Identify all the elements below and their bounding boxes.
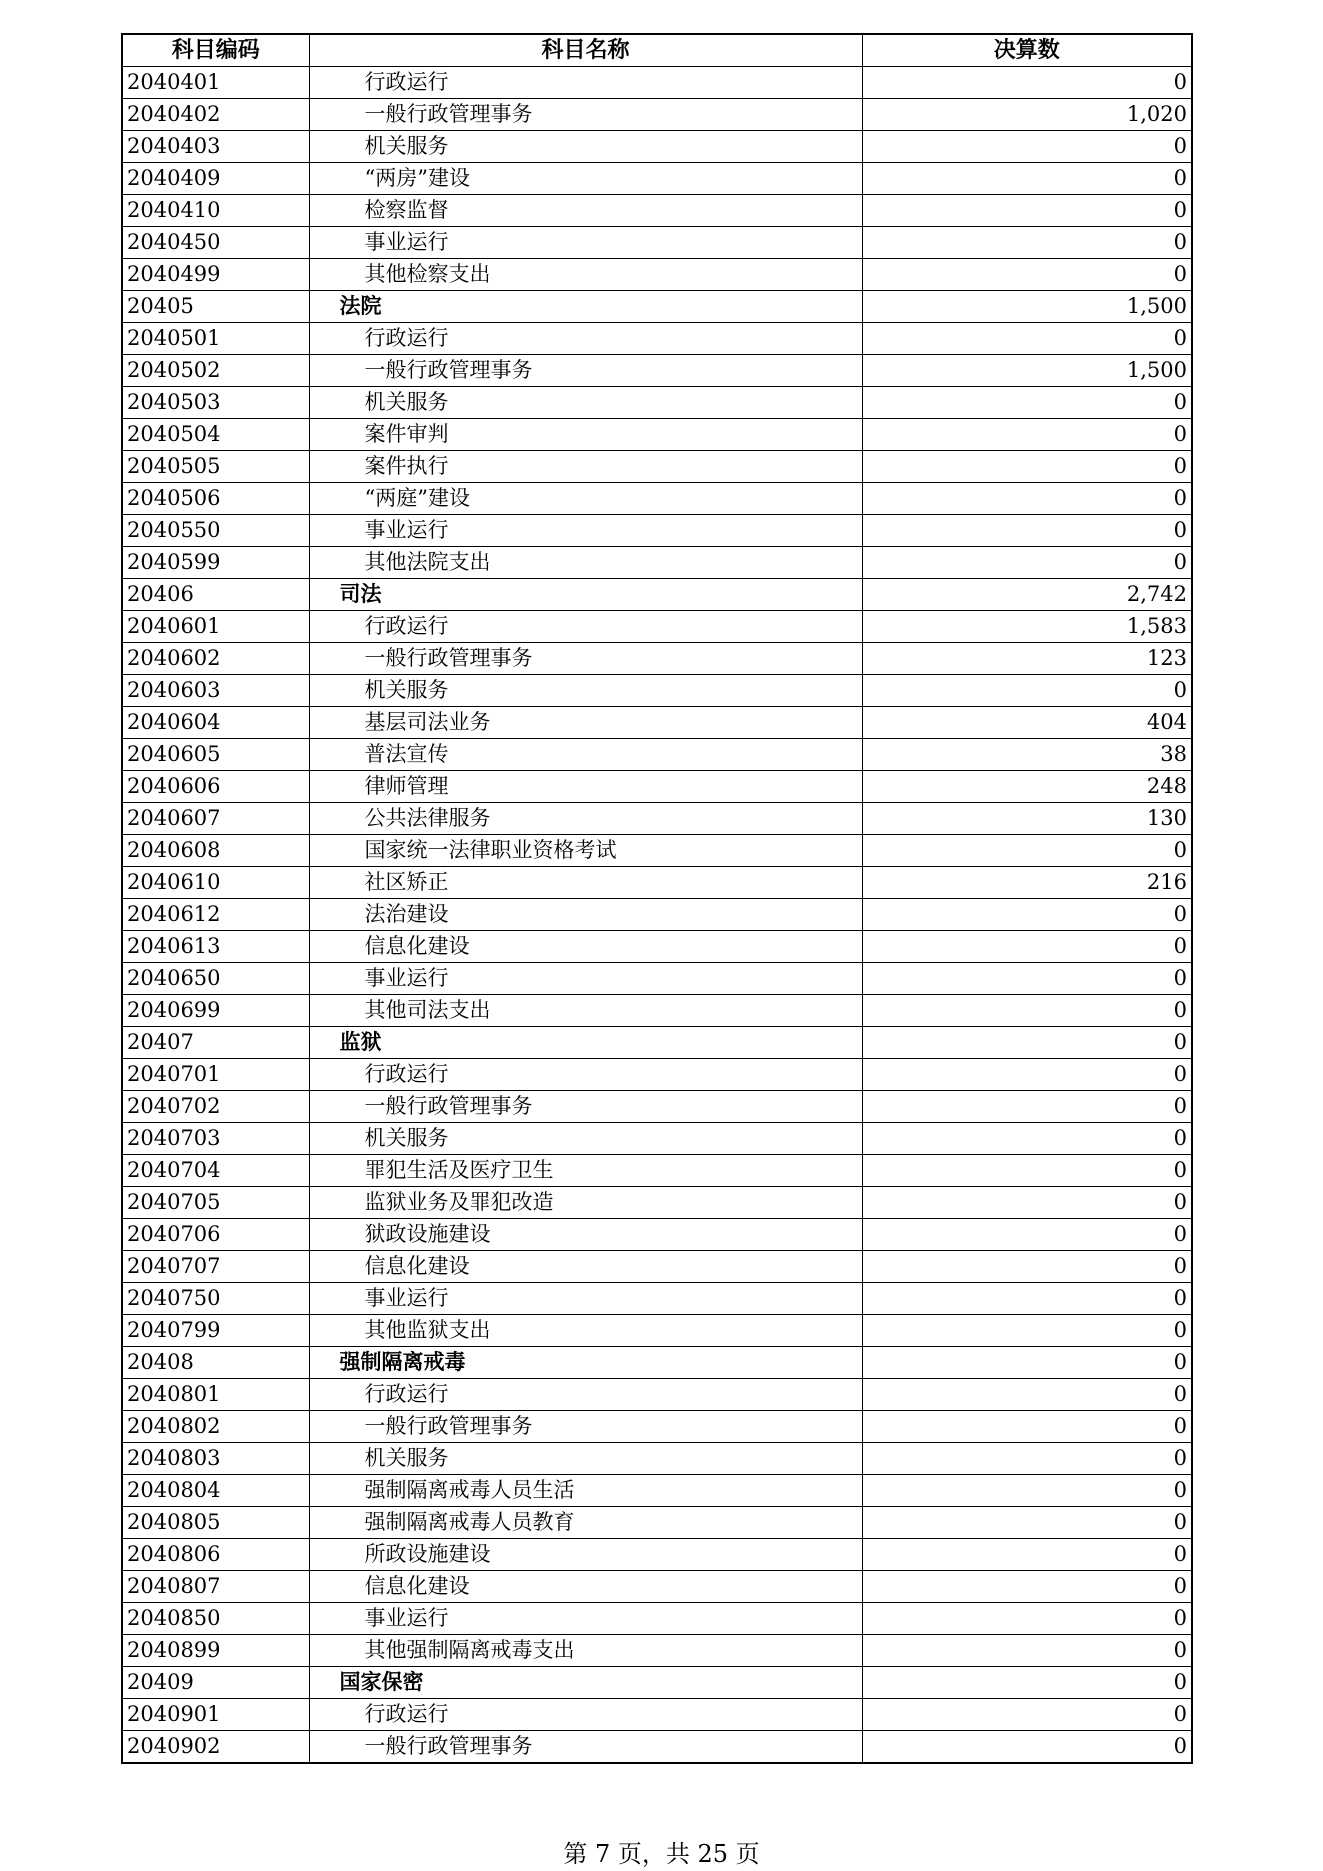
table-row — [122, 803, 1192, 835]
row-code: 2040801 — [122, 1379, 309, 1411]
table-row — [122, 931, 1192, 963]
row-name: 行政运行 — [309, 1699, 862, 1731]
row-name: 国家统一法律职业资格考试 — [309, 835, 862, 867]
row-code: 2040601 — [122, 611, 309, 643]
header-amount: 决算数 — [862, 34, 1192, 67]
row-code: 2040803 — [122, 1443, 309, 1475]
row-name: 其他司法支出 — [309, 995, 862, 1027]
row-code: 2040402 — [122, 99, 309, 131]
table-row — [122, 163, 1192, 195]
row-amount: 1,500 — [862, 291, 1192, 323]
row-code: 2040699 — [122, 995, 309, 1027]
row-code: 2040901 — [122, 1699, 309, 1731]
row-code: 2040707 — [122, 1251, 309, 1283]
row-amount: 248 — [862, 771, 1192, 803]
row-code: 2040608 — [122, 835, 309, 867]
table-row — [122, 1475, 1192, 1507]
row-code: 2040702 — [122, 1091, 309, 1123]
row-amount: 1,500 — [862, 355, 1192, 387]
row-code: 2040504 — [122, 419, 309, 451]
table-row — [122, 995, 1192, 1027]
table-row — [122, 1091, 1192, 1123]
row-name: 行政运行 — [309, 67, 862, 99]
row-amount: 0 — [862, 1315, 1192, 1347]
row-code: 2040899 — [122, 1635, 309, 1667]
budget-table — [121, 33, 1193, 1764]
table-row — [122, 1411, 1192, 1443]
row-amount: 2,742 — [862, 579, 1192, 611]
row-code: 2040550 — [122, 515, 309, 547]
row-amount: 1,020 — [862, 99, 1192, 131]
row-code: 2040501 — [122, 323, 309, 355]
row-amount: 0 — [862, 1731, 1192, 1764]
table-row — [122, 1443, 1192, 1475]
table-row — [122, 1219, 1192, 1251]
row-name: 公共法律服务 — [309, 803, 862, 835]
row-code: 20405 — [122, 291, 309, 323]
row-name: 机关服务 — [309, 387, 862, 419]
row-name: 机关服务 — [309, 1123, 862, 1155]
row-name: 其他强制隔离戒毒支出 — [309, 1635, 862, 1667]
table-row — [122, 1571, 1192, 1603]
table-row — [122, 195, 1192, 227]
row-amount: 0 — [862, 1251, 1192, 1283]
row-code: 2040802 — [122, 1411, 309, 1443]
row-name: 事业运行 — [309, 1283, 862, 1315]
row-name: 监狱业务及罪犯改造 — [309, 1187, 862, 1219]
table-row — [122, 1059, 1192, 1091]
table-row — [122, 1539, 1192, 1571]
row-code: 2040807 — [122, 1571, 309, 1603]
table-row — [122, 291, 1192, 323]
row-name: 案件执行 — [309, 451, 862, 483]
row-name: 一般行政管理事务 — [309, 1731, 862, 1764]
row-code: 20406 — [122, 579, 309, 611]
row-code: 2040799 — [122, 1315, 309, 1347]
row-name: 国家保密 — [309, 1667, 862, 1699]
table-row — [122, 835, 1192, 867]
row-amount: 0 — [862, 1347, 1192, 1379]
table-row — [122, 1347, 1192, 1379]
row-code: 2040401 — [122, 67, 309, 99]
row-code: 2040850 — [122, 1603, 309, 1635]
table-row — [122, 1731, 1192, 1764]
row-code: 2040599 — [122, 547, 309, 579]
table-row — [122, 1507, 1192, 1539]
row-code: 2040603 — [122, 675, 309, 707]
row-amount: 0 — [862, 515, 1192, 547]
row-name: 强制隔离戒毒人员教育 — [309, 1507, 862, 1539]
row-code: 2040902 — [122, 1731, 309, 1764]
row-name: 司法 — [309, 579, 862, 611]
row-code: 2040650 — [122, 963, 309, 995]
row-amount: 404 — [862, 707, 1192, 739]
page-footer: 第 7 页，共 25 页 — [563, 1840, 760, 1868]
row-amount: 0 — [862, 1443, 1192, 1475]
row-amount: 0 — [862, 1091, 1192, 1123]
header-name: 科目名称 — [309, 34, 862, 67]
row-amount: 0 — [862, 1155, 1192, 1187]
row-code: 2040505 — [122, 451, 309, 483]
table-row — [122, 99, 1192, 131]
row-amount: 0 — [862, 1379, 1192, 1411]
row-amount: 0 — [862, 163, 1192, 195]
row-amount: 0 — [862, 675, 1192, 707]
row-amount: 0 — [862, 547, 1192, 579]
row-amount: 0 — [862, 451, 1192, 483]
row-amount: 0 — [862, 1635, 1192, 1667]
row-name: 普法宣传 — [309, 739, 862, 771]
row-name: 机关服务 — [309, 1443, 862, 1475]
header-code: 科目编码 — [122, 34, 309, 67]
row-code: 2040613 — [122, 931, 309, 963]
row-name: 其他监狱支出 — [309, 1315, 862, 1347]
row-name: “两房”建设 — [309, 163, 862, 195]
row-name: 事业运行 — [309, 1603, 862, 1635]
table-row — [122, 547, 1192, 579]
row-amount: 0 — [862, 931, 1192, 963]
row-name: 机关服务 — [309, 675, 862, 707]
row-amount: 0 — [862, 963, 1192, 995]
row-code: 2040804 — [122, 1475, 309, 1507]
row-amount: 0 — [862, 1667, 1192, 1699]
table-row — [122, 515, 1192, 547]
row-code: 2040502 — [122, 355, 309, 387]
table-row — [122, 1283, 1192, 1315]
row-name: 法治建设 — [309, 899, 862, 931]
table-row — [122, 419, 1192, 451]
table-row — [122, 451, 1192, 483]
table-row — [122, 643, 1192, 675]
row-amount: 0 — [862, 835, 1192, 867]
row-code: 2040704 — [122, 1155, 309, 1187]
row-amount: 123 — [862, 643, 1192, 675]
row-name: 一般行政管理事务 — [309, 1411, 862, 1443]
row-amount: 130 — [862, 803, 1192, 835]
row-amount: 216 — [862, 867, 1192, 899]
row-code: 2040503 — [122, 387, 309, 419]
row-name: 一般行政管理事务 — [309, 99, 862, 131]
table-row — [122, 771, 1192, 803]
row-name: 事业运行 — [309, 515, 862, 547]
table-row — [122, 355, 1192, 387]
row-name: 法院 — [309, 291, 862, 323]
row-code: 2040450 — [122, 227, 309, 259]
row-name: 监狱 — [309, 1027, 862, 1059]
table-row — [122, 131, 1192, 163]
row-code: 2040410 — [122, 195, 309, 227]
row-amount: 0 — [862, 323, 1192, 355]
row-name: 一般行政管理事务 — [309, 643, 862, 675]
row-name: 信息化建设 — [309, 1571, 862, 1603]
row-amount: 0 — [862, 131, 1192, 163]
row-name: 狱政设施建设 — [309, 1219, 862, 1251]
row-name: 基层司法业务 — [309, 707, 862, 739]
row-amount: 0 — [862, 1475, 1192, 1507]
table-row — [122, 867, 1192, 899]
row-amount: 0 — [862, 1123, 1192, 1155]
row-code: 2040403 — [122, 131, 309, 163]
row-amount: 0 — [862, 1411, 1192, 1443]
row-name: 案件审判 — [309, 419, 862, 451]
table-row — [122, 675, 1192, 707]
row-code: 20408 — [122, 1347, 309, 1379]
row-code: 2040606 — [122, 771, 309, 803]
row-name: 机关服务 — [309, 131, 862, 163]
row-code: 2040806 — [122, 1539, 309, 1571]
row-code: 2040805 — [122, 1507, 309, 1539]
table-row — [122, 387, 1192, 419]
table-body — [122, 67, 1192, 1764]
row-amount: 0 — [862, 1059, 1192, 1091]
row-amount: 0 — [862, 1283, 1192, 1315]
row-name: 信息化建设 — [309, 1251, 862, 1283]
table-row — [122, 323, 1192, 355]
table-row — [122, 1123, 1192, 1155]
row-code: 2040602 — [122, 643, 309, 675]
table-row — [122, 1027, 1192, 1059]
table-row — [122, 1155, 1192, 1187]
table-row — [122, 259, 1192, 291]
row-code: 2040499 — [122, 259, 309, 291]
table-row — [122, 1603, 1192, 1635]
row-amount: 0 — [862, 1027, 1192, 1059]
row-code: 2040706 — [122, 1219, 309, 1251]
row-amount: 0 — [862, 995, 1192, 1027]
row-name: 所政设施建设 — [309, 1539, 862, 1571]
row-name: 信息化建设 — [309, 931, 862, 963]
table-row — [122, 227, 1192, 259]
row-code: 2040506 — [122, 483, 309, 515]
row-amount: 0 — [862, 387, 1192, 419]
table-header — [122, 34, 1192, 67]
row-name: 事业运行 — [309, 227, 862, 259]
row-name: 事业运行 — [309, 963, 862, 995]
row-amount: 0 — [862, 259, 1192, 291]
row-amount: 38 — [862, 739, 1192, 771]
table-row — [122, 1379, 1192, 1411]
row-amount: 0 — [862, 195, 1192, 227]
row-amount: 0 — [862, 899, 1192, 931]
table-row — [122, 611, 1192, 643]
row-code: 2040750 — [122, 1283, 309, 1315]
row-name: 强制隔离戒毒 — [309, 1347, 862, 1379]
table-row — [122, 579, 1192, 611]
row-name: 律师管理 — [309, 771, 862, 803]
row-name: “两庭”建设 — [309, 483, 862, 515]
row-amount: 0 — [862, 67, 1192, 99]
row-name: 社区矫正 — [309, 867, 862, 899]
row-name: 其他检察支出 — [309, 259, 862, 291]
row-code: 2040610 — [122, 867, 309, 899]
row-code: 20409 — [122, 1667, 309, 1699]
table-row — [122, 1635, 1192, 1667]
row-amount: 0 — [862, 1603, 1192, 1635]
header-row — [122, 34, 1192, 67]
table-row — [122, 963, 1192, 995]
table-row — [122, 1315, 1192, 1347]
table-row — [122, 739, 1192, 771]
row-code: 2040701 — [122, 1059, 309, 1091]
row-amount: 0 — [862, 1507, 1192, 1539]
row-name: 行政运行 — [309, 1059, 862, 1091]
table-row — [122, 1251, 1192, 1283]
row-amount: 0 — [862, 1187, 1192, 1219]
table-row — [122, 707, 1192, 739]
row-code: 2040705 — [122, 1187, 309, 1219]
row-name: 一般行政管理事务 — [309, 1091, 862, 1123]
row-name: 罪犯生活及医疗卫生 — [309, 1155, 862, 1187]
row-name: 强制隔离戒毒人员生活 — [309, 1475, 862, 1507]
row-amount: 0 — [862, 419, 1192, 451]
row-name: 行政运行 — [309, 323, 862, 355]
row-code: 2040612 — [122, 899, 309, 931]
table-row — [122, 899, 1192, 931]
row-code: 2040607 — [122, 803, 309, 835]
row-name: 行政运行 — [309, 611, 862, 643]
row-amount: 0 — [862, 227, 1192, 259]
row-name: 一般行政管理事务 — [309, 355, 862, 387]
row-amount: 0 — [862, 483, 1192, 515]
row-code: 2040605 — [122, 739, 309, 771]
row-amount: 0 — [862, 1539, 1192, 1571]
table-row — [122, 1699, 1192, 1731]
row-code: 2040703 — [122, 1123, 309, 1155]
row-amount: 0 — [862, 1219, 1192, 1251]
row-amount: 0 — [862, 1699, 1192, 1731]
table-row — [122, 1187, 1192, 1219]
row-name: 其他法院支出 — [309, 547, 862, 579]
row-code: 20407 — [122, 1027, 309, 1059]
table-row — [122, 483, 1192, 515]
row-amount: 1,583 — [862, 611, 1192, 643]
row-code: 2040409 — [122, 163, 309, 195]
row-name: 行政运行 — [309, 1379, 862, 1411]
row-amount: 0 — [862, 1571, 1192, 1603]
table-row — [122, 67, 1192, 99]
table-row — [122, 1667, 1192, 1699]
row-name: 检察监督 — [309, 195, 862, 227]
row-code: 2040604 — [122, 707, 309, 739]
